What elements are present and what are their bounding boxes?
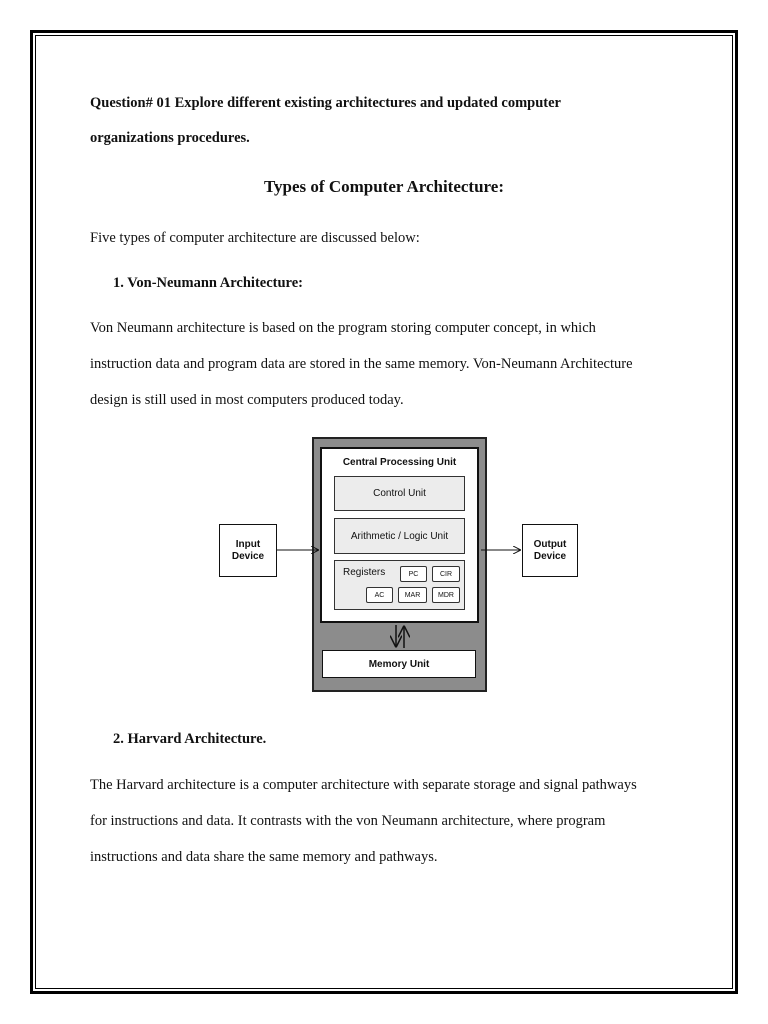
output-line-2: Device: [533, 550, 567, 562]
section-1-line-2: instruction data and program data are stored in the same memory. Von-Neumann Architecture: [90, 356, 633, 372]
section-2-line-1: The Harvard architecture is a computer architecture with separate storage and signal pathways: [90, 777, 637, 793]
output-line-1: Output: [533, 538, 567, 550]
section-1-line-1: Von Neumann architecture is based on the program storing computer concept, in which: [90, 320, 596, 336]
section-2-heading: 2. Harvard Architecture.: [113, 731, 267, 747]
register-cir: CIR: [432, 566, 460, 582]
memory-unit-box: Memory Unit: [322, 650, 476, 678]
section-1-heading: 1. Von-Neumann Architecture:: [113, 275, 303, 291]
input-line-2: Device: [231, 550, 265, 562]
question-line-2: organizations procedures.: [90, 130, 250, 146]
registers-label: Registers: [343, 567, 386, 578]
intro-text: Five types of computer architecture are discussed below:: [90, 230, 420, 246]
section-2-line-3: instructions and data share the same memory and pathways.: [90, 849, 438, 865]
alu-box: Arithmetic / Logic Unit: [334, 518, 465, 554]
register-mdr: MDR: [432, 587, 460, 603]
register-pc: PC: [400, 566, 427, 582]
question-line-1: Question# 01 Explore different existing architectures and updated computer: [90, 95, 561, 111]
control-unit-box: Control Unit: [334, 476, 465, 511]
page-title: Types of Computer Architecture:: [263, 177, 504, 196]
input-line-1: Input: [235, 538, 261, 550]
register-mar: MAR: [398, 587, 427, 603]
cpu-title: Central Processing Unit: [342, 457, 457, 468]
register-ac: AC: [366, 587, 393, 603]
section-1-line-3: design is still used in most computers produced today.: [90, 392, 404, 408]
section-2-line-2: for instructions and data. It contrasts with the von Neumann architecture, where program: [90, 813, 606, 829]
